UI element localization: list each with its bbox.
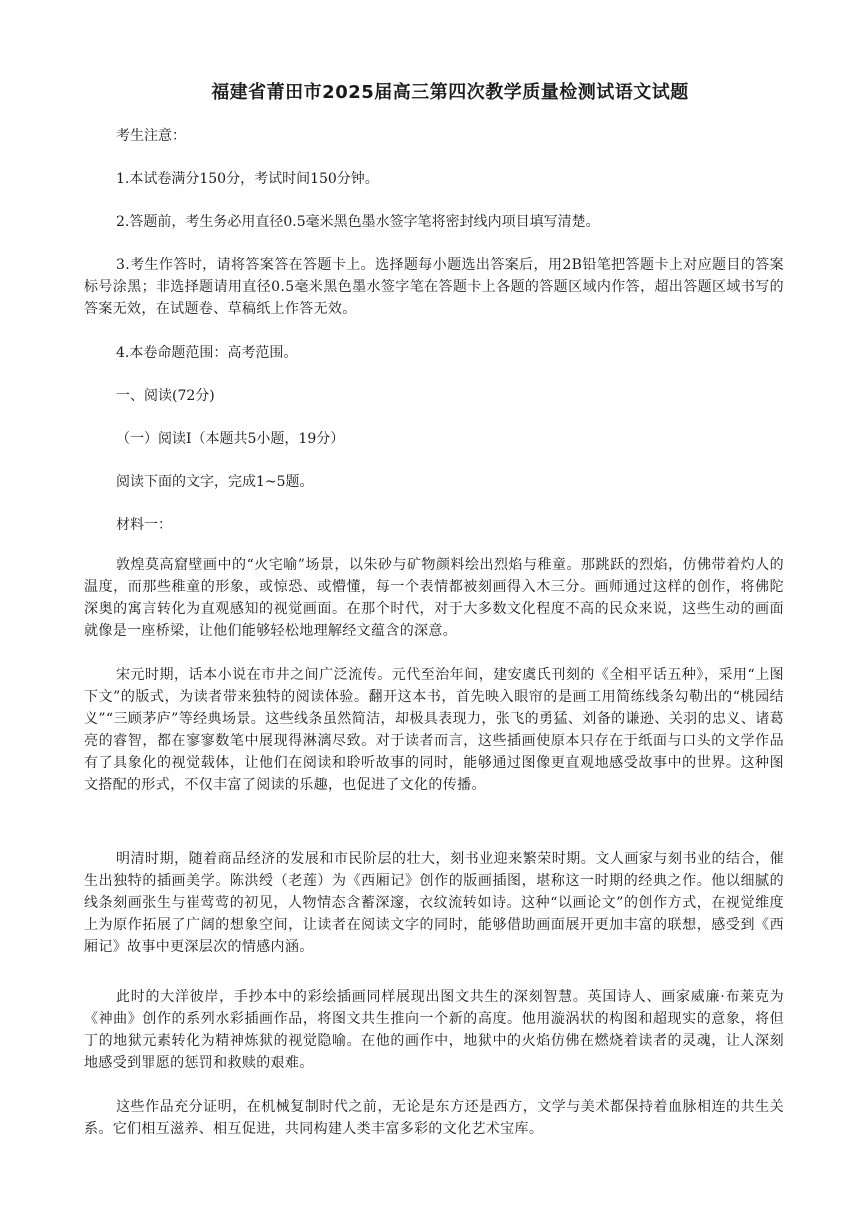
section-heading: 一、阅读(72分) [116,388,215,404]
material-label: 材料一： [116,517,172,533]
subsection-heading: （一）阅读Ⅰ（本题共5小题，19分） [116,431,345,447]
article-paragraph: 明清时期，随着商品经济的发展和市民阶层的壮大，刻书业迎来繁荣时期。文人画家与刻书业的结合，催生出独特的插画美学。陈洪绶（老莲）为《西厢记》创作的版画插图，堪称这一时期的经典之作。他以细腻的线条刻画张生与崔莺莺的初见，人物情态含蓄深邃，衣纹流转如诗。这种“以画论文”的创作方式，在视觉维度上为原作拓展了广阔的想象空间，让读者在阅读文字的同时，能够借助画面展开更加丰富的联想，感受到《西厢记》故事中更深层次的情感内涵。 [84,851,784,955]
notice-item: 2.答题前，考生务必用直径0.5毫米黑色墨水签字笔将密封线内项目填写清楚。 [116,214,600,230]
instruction-text: 阅读下面的文字，完成1~5题。 [116,474,314,490]
notice-item: 4.本卷命题范围：高考范围。 [116,345,298,361]
article-paragraph: 宋元时期，话本小说在市井之间广泛流传。元代至治年间，建安虞氏刊刻的《全相平话五种》，采用“上图下文”的版式，为读者带来独特的阅读体验。翻开这本书，首先映入眼帘的是画工用简练线条勾勒出的“桃园结义”“三顾茅庐”等经典场景。这些线条虽然简洁，却极具表现力，张飞的勇猛、刘备的谦逊、关羽的忠义、诸葛亮的睿智，都在寥寥数笔中展现得淋漓尽致。对于读者而言，这些插画使原本只存在于纸面与口头的文学作品有了具象化的视觉载体，让他们在阅读和聆听故事的同时，能够通过图像更直观地感受故事中的世界。这种图文搭配的形式，不仅丰富了阅读的乐趣，也促进了文化的传播。 [84,667,784,793]
notice-item: 3.考生作答时，请将答案答在答题卡上。选择题每小题选出答案后，用2B铅笔把答题卡上对应题目的答案标号涂黑；非选择题请用直径0.5毫米黑色墨水签字笔在答题卡上各题的答题区域内作答，超出答题区域书写的答案无效，在试题卷、草稿纸上作答无效。 [84,257,784,317]
article-paragraph: 此时的大洋彼岸，手抄本中的彩绘插画同样展现出图文共生的深刻智慧。英国诗人、画家威廉·布莱克为《神曲》创作的系列水彩插画作品，将图文共生推向一个新的高度。他用漩涡状的构图和超现实的意象，将但丁的地狱元素转化为精神炼狱的视觉隐喻。在他的画作中，地狱中的火焰仿佛在燃烧着读者的灵魂，让人深刻地感受到罪愿的惩罚和救赎的艰难。 [84,989,784,1071]
notice-item: 1.本试卷满分150分，考试时间150分钟。 [116,171,379,187]
article-paragraph: 这些作品充分证明，在机械复制时代之前，无论是东方还是西方，文学与美术都保持着血脉相连的共生关系。它们相互滋养、相互促进，共同构建人类丰富多彩的文化艺术宝库。 [84,1099,784,1137]
article-paragraph: 敦煌莫高窟壁画中的“火宅喻”场景，以朱砂与矿物颜料绘出烈焰与稚童。那跳跃的烈焰，仿佛带着灼人的温度，而那些稚童的形象，或惊恐、或懵懂，每一个表情都被刻画得入木三分。画师通过这样的创作，将佛陀深奥的寓言转化为直观感知的视觉画面。在那个时代，对于大多数文化程度不高的民众来说，这些生动的画面就像是一座桥梁，让他们能够轻松地理解经文蕴含的深意。 [84,557,784,639]
notice-heading: 考生注意： [116,128,186,144]
page-title: 福建省莆田市2025届高三第四次教学质量检测试语文试题 [211,82,689,103]
